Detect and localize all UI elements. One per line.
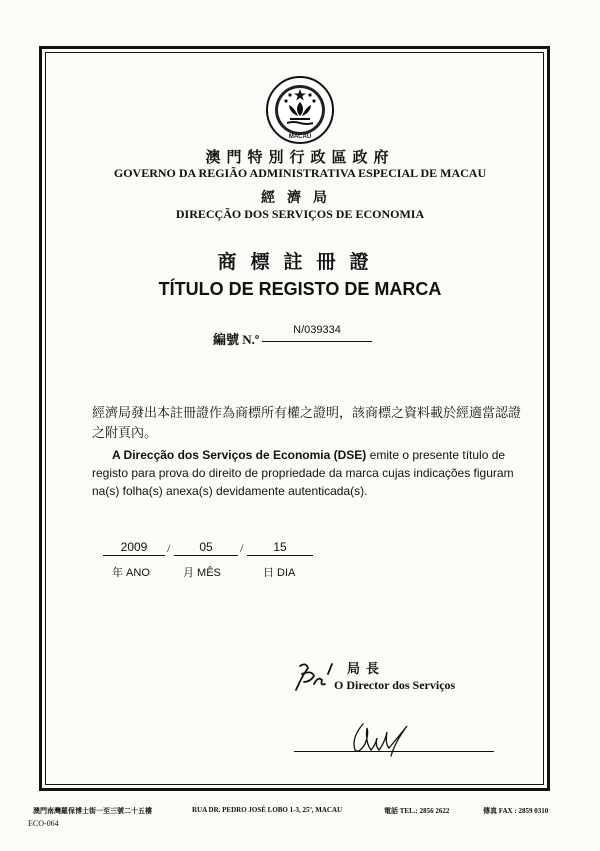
- department-name-cn: 經濟局: [261, 191, 339, 206]
- document-title-cn: 商標註冊證: [217, 251, 383, 273]
- date-day-field: [247, 540, 313, 556]
- date-separator: /: [167, 541, 171, 555]
- date-day-label: 日 DIA: [263, 567, 296, 579]
- date-day-value: 15: [247, 540, 313, 556]
- director-title-pt: O Director dos Serviços: [334, 678, 456, 692]
- government-name-pt: GOVERNO DA REGIÃO ADMINISTRATIVA ESPECIAL DE MACAU: [113, 166, 487, 180]
- footer-fax: 傳真 FAX : 2859 0310: [483, 807, 549, 815]
- document-title-pt: TÍTULO DE REGISTO DE MARCA: [158, 279, 442, 299]
- date-month-label: 月 MÊS: [183, 567, 221, 579]
- certificate-text-cn: 經濟局發出本註冊證作為商標所有權之證明，該商標之資料載於經適當認證之附頁內。: [92, 406, 522, 441]
- date-month-value: 05: [174, 540, 238, 556]
- footer-telephone: 電話 TEL.: 2856 2622: [384, 807, 450, 815]
- certificate-text-pt-body: emite o presente título de registo para prova do direito de propriedade da marca cujas indicações figuram na(s) folha(s) anexa(s) devidamente autenticada(s).: [92, 448, 514, 498]
- date-year-field: [103, 540, 165, 556]
- registration-number-label: 編號 N.º: [213, 332, 260, 347]
- date-year-label: 年 ANO: [112, 567, 150, 579]
- signature-line: [294, 751, 494, 752]
- director-title-cn: 局長: [347, 661, 386, 676]
- department-name-pt: DIRECÇÃO DOS SERVIÇOS DE ECONOMIA: [175, 207, 425, 221]
- form-code: ECO-064: [28, 819, 59, 828]
- emblem-label: MACAU: [288, 134, 312, 140]
- registration-number-value: N/039334: [293, 324, 341, 336]
- certificate-text-pt: [92, 446, 524, 500]
- certificate-text-pt-issuer: A Direcção dos Serviços de Economia (DSE): [112, 448, 367, 462]
- date-separator: /: [240, 541, 244, 555]
- footer-address-cn: 澳門南灣羅保博士街一至三號二十五樓: [33, 807, 152, 815]
- date-month-field: [174, 540, 238, 556]
- macau-emblem: [265, 75, 335, 145]
- registration-number-underline: [262, 341, 372, 342]
- government-name-cn: 澳門特別行政區政府: [205, 150, 395, 166]
- footer-address-pt: RUA DR. PEDRO JOSÉ LOBO 1-3, 25º, MACAU: [192, 806, 343, 814]
- date-year-value: 2009: [103, 540, 165, 556]
